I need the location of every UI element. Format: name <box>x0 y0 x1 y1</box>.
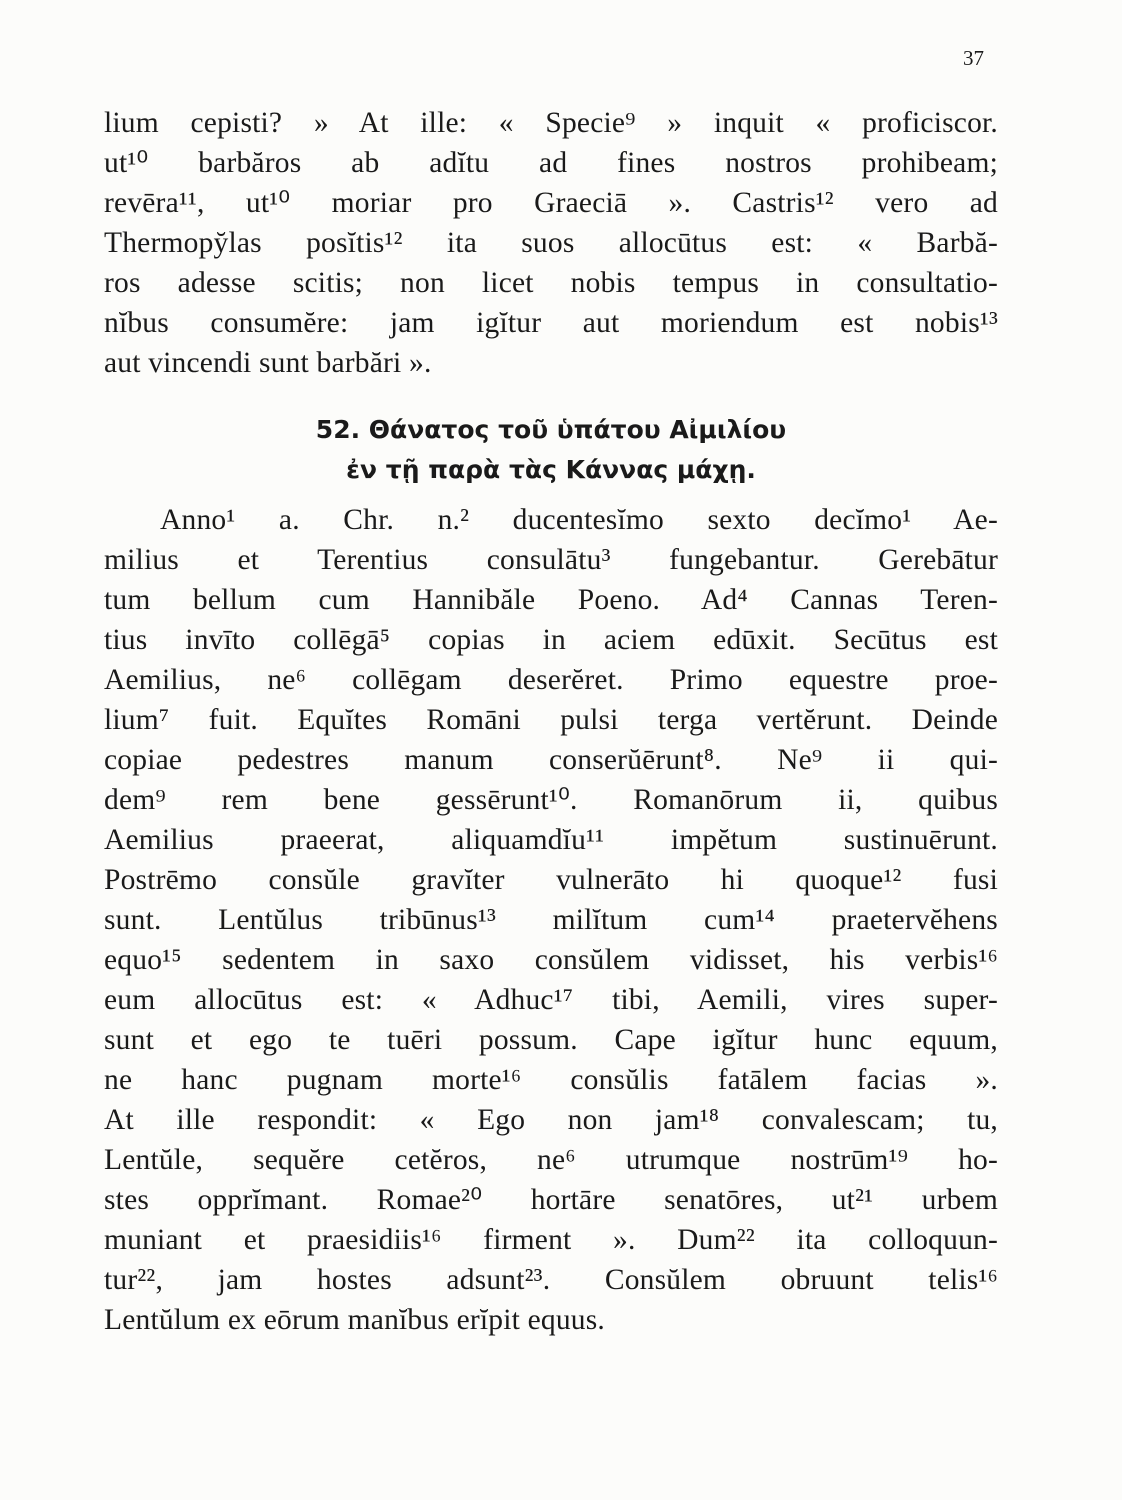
text-line: tius invīto collēgā⁵ copias in aciem edūxit. Secūtus est <box>104 624 998 656</box>
text-line: aut vincendi sunt barbări ». <box>104 347 432 379</box>
text-line: copiae pedestres manum conserŭērunt⁸. Ne⁹ ii qui- <box>104 744 998 776</box>
text-line: Thermopy̆las posĭtis¹² ita suos allocūtus est: « Barbă- <box>104 227 998 259</box>
text-line: lium cepisti? » At ille: « Specie⁹ » inquit « proficiscor. <box>104 107 998 139</box>
text-line: sunt et ego te tuēri possum. Cape igĭtur hunc equum, <box>104 1024 998 1056</box>
text-line: tum bellum cum Hannibăle Poeno. Ad⁴ Cannas Teren- <box>104 584 998 616</box>
text-line: tur²², jam hostes adsunt²³. Consŭlem obruunt telis¹⁶ <box>104 1264 998 1296</box>
text-line: ros adesse scitis; non licet nobis tempus in consultatio- <box>104 267 998 299</box>
text-line: ne hanc pugnam morte¹⁶ consŭlis fatālem facias ». <box>104 1064 998 1096</box>
text-line: muniant et praesidiis¹⁶ firment ». Dum²² ita colloquun- <box>104 1224 998 1256</box>
text-line: Anno¹ a. Chr. n.² ducentesĭmo sexto decĭmo¹ Ae- <box>160 504 998 536</box>
text-line: milius et Terentius consulātu³ fungebantur. Gerebātur <box>104 544 998 576</box>
text-line: ut¹⁰ barbăros ab adĭtu ad fines nostros prohibeam; <box>104 147 998 179</box>
text-line: Lentŭlum ex eōrum manĭbus erĭpit equus. <box>104 1304 606 1336</box>
page-number: 37 <box>963 46 984 70</box>
text-line: lium⁷ fuit. Equĭtes Romāni pulsi terga vertĕrunt. Deinde <box>104 704 998 736</box>
text-line: revēra¹¹, ut¹⁰ moriar pro Graeciā ». Castris¹² vero ad <box>104 187 998 219</box>
text-line: dem⁹ rem bene gessērunt¹⁰. Romanōrum ii, quibus <box>104 784 998 816</box>
section-heading-line2: ἐν τῇ παρὰ τὰς Κάννας μάχῃ. <box>346 455 756 484</box>
text-line: stes opprĭmant. Romae²⁰ hortāre senatōres, ut²¹ urbem <box>104 1184 998 1216</box>
text-line: Postrēmo consŭle gravĭter vulnerāto hi quoque¹² fusi <box>104 864 998 896</box>
section-heading-line1: 52. Θάνατος τοῦ ὑπάτου Αἰμιλίου <box>315 415 787 444</box>
paragraph-top <box>104 103 998 383</box>
section-heading <box>104 410 998 490</box>
text-line: nĭbus consumĕre: jam igĭtur aut moriendum est nobis¹³ <box>104 307 998 339</box>
paragraph-main <box>104 500 998 1340</box>
text-line: equo¹⁵ sedentem in saxo consŭlem vidisset, his verbis¹⁶ <box>104 944 998 976</box>
text-line: Aemilius, ne⁶ collēgam deserĕret. Primo equestre proe- <box>104 664 998 696</box>
text-line: Lentŭle, sequĕre cetĕros, ne⁶ utrumque nostrūm¹⁹ ho- <box>104 1144 998 1176</box>
text-line: sunt. Lentŭlus tribūnus¹³ milĭtum cum¹⁴ praetervĕhens <box>104 904 998 936</box>
text-line: eum allocūtus est: « Adhuc¹⁷ tibi, Aemili, vires super- <box>104 984 998 1016</box>
text-line: At ille respondit: « Ego non jam¹⁸ convalescam; tu, <box>104 1104 998 1136</box>
text-line: Aemilius praeerat, aliquamdĭu¹¹ impĕtum sustinuērunt. <box>104 824 998 856</box>
